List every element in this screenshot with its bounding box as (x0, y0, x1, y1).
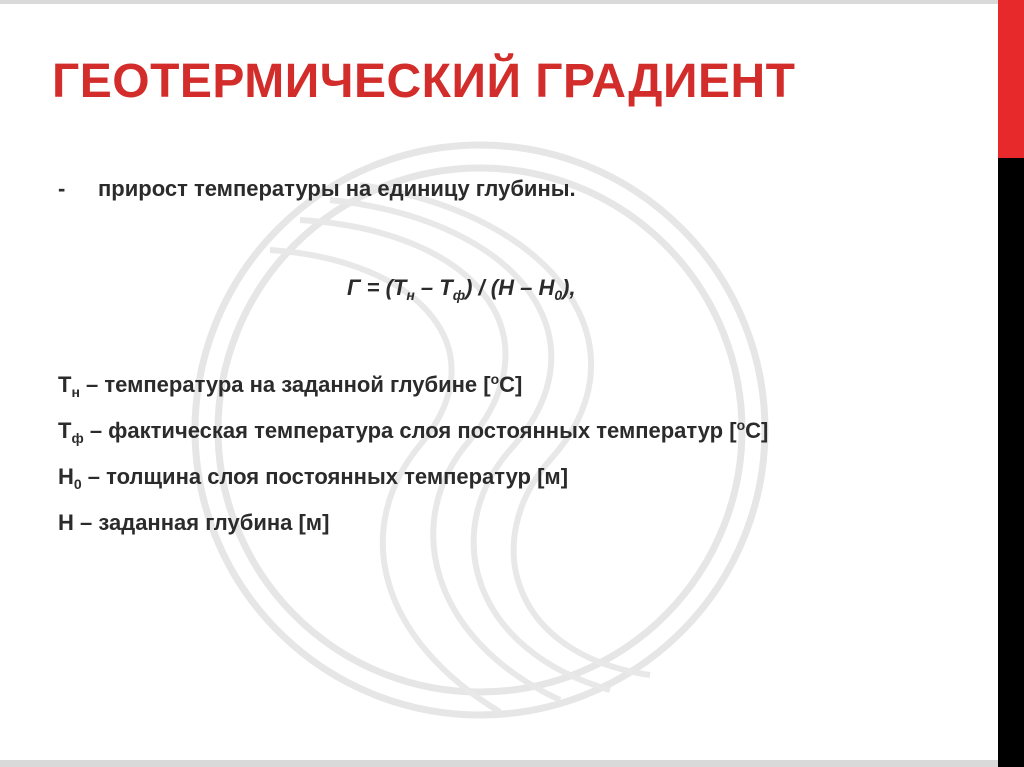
legend-item-tf (58, 416, 958, 446)
formula-part: ) / (Н – Н (465, 275, 555, 300)
bullet-dash: - (58, 176, 66, 201)
legend-unit: С] (499, 372, 523, 397)
legend-subscript: 0 (73, 476, 82, 492)
legend-subscript: н (71, 384, 80, 400)
bottom-border (0, 760, 998, 767)
legend-degree: о (736, 417, 746, 433)
side-accent-red (998, 0, 1024, 158)
formula-part: Г = (Т (347, 275, 407, 300)
formula-subscript: ф (452, 287, 466, 303)
legend-text: – толщина слоя постоянных температур [м] (81, 464, 569, 489)
formula-part: ), (562, 275, 576, 300)
side-accent-black (998, 158, 1024, 767)
legend-text: – заданная глубина [м] (73, 510, 330, 535)
legend-text: – температура на заданной глубине [ (79, 372, 491, 397)
legend-subscript: ф (71, 430, 84, 446)
legend-item-h0 (58, 462, 958, 492)
gradient-formula (347, 272, 576, 304)
definition-text: прирост температуры на единицу глубины. (98, 176, 576, 201)
slide-title: ГЕОТЕРМИЧЕСКИЙ ГРАДИЕНТ (52, 55, 796, 108)
legend-symbol: Н (58, 464, 74, 489)
legend-symbol: Т (58, 372, 72, 397)
definition-line (58, 174, 576, 204)
formula-subscript: н (406, 287, 415, 303)
top-border (0, 0, 998, 4)
legend-symbol: Н (58, 510, 74, 535)
legend-degree: о (490, 371, 500, 387)
formula-part: – Т (414, 275, 453, 300)
formula-subscript: 0 (554, 287, 563, 303)
legend-unit: С] (745, 418, 769, 443)
legend-item-h (58, 508, 958, 538)
legend-text: – фактическая температура слоя постоянных температур [ (83, 418, 737, 443)
variable-legend (58, 370, 958, 554)
legend-symbol: Т (58, 418, 72, 443)
legend-item-tn (58, 370, 958, 400)
